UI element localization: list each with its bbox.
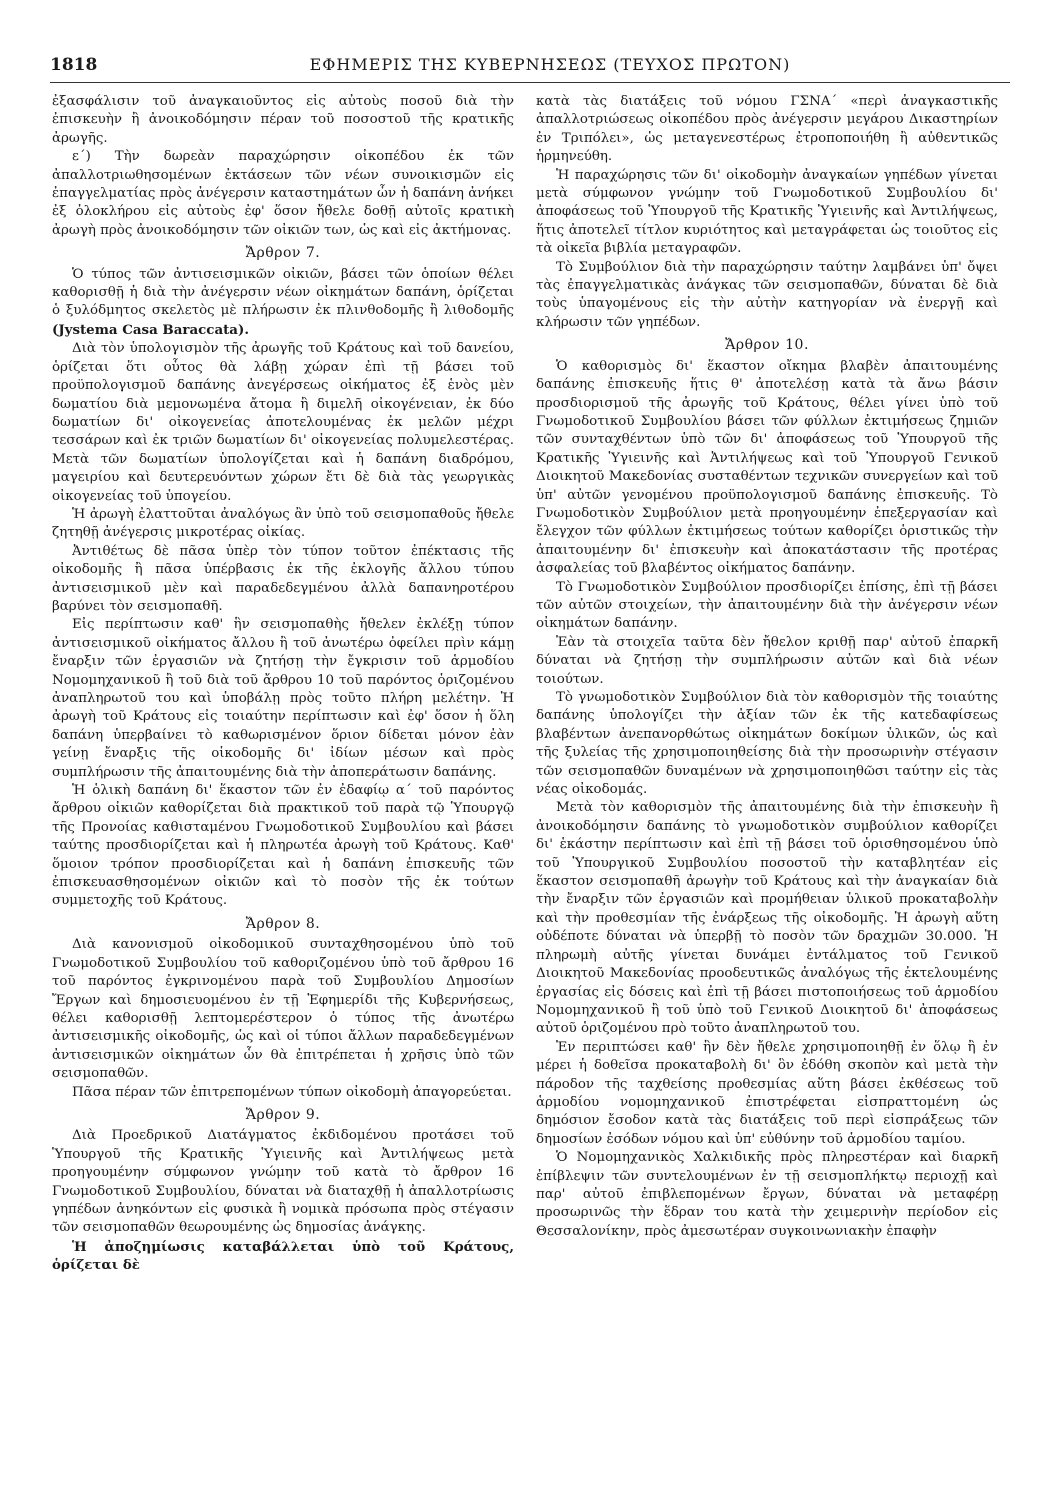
article-heading-10: Ἄρθρον 10. [725, 337, 809, 354]
paragraph: Εἰς περίπτωσιν καθ' ἣν σεισμοπαθὴς ἤθελεν ἐκλέξῃ τύπον ἀντισεισμικοῦ οἰκήματος ἄλλου ἢ τοῦ ἀνωτέρω ὀφείλει πρὶν κάμῃ ἔναρξιν τῶν ἐργασιῶν νὰ ζητήσῃ τὴν ἔγκρισιν τοῦ ἁρμοδίου Νομομηχανικοῦ ἢ τοῦ διὰ τοῦ ἄρθρου 10 τοῦ παρόντος ὁριζομένου ἀναπληρωτοῦ του καὶ ὑποβάλῃ πρὸς τοῦτο πλήρη μελέτην. Ἡ ἀρωγὴ τοῦ Κράτους εἰς τοιαύτην περίπτωσιν καὶ ἐφ' ὅσον ἡ ὅλη δαπάνη ὑπερβαίνει τὸ καθωρισμένον ὅριον δίδεται μόνον ἐὰν γείνῃ ἔναρξις τῆς οἰκοδομῆς δι' ἰδίων μέσων καὶ πρὸς συμπλήρωσιν τῆς ἀπαιτουμένης διὰ τὴν ἀποπεράτωσιν δαπάνης. [52, 617, 514, 780]
paragraph: Ἡ ὁλικὴ δαπάνη δι' ἕκαστον τῶν ἐν ἐδαφίῳ α΄ τοῦ παρόντος ἄρθρου οἰκιῶν καθορίζεται διὰ πρακτικοῦ τοῦ παρὰ τῷ Ὑπουργῷ τῆς Προνοίας καθισταμένου Γνωμοδοτικοῦ Συμβουλίου καὶ βάσει ταύτης προσδιορίζεται καὶ ἡ πληρωτέα ἀρωγὴ τοῦ Κράτους. Καθ' ὅμοιον τρόπον προσδιορίζεται καὶ ἡ δαπάνη ἐπισκευῆς τῶν ἐπισκευασθησομένων οἰκιῶν καὶ τὸ ποσὸν τῆς ἐκ τούτων συμμετοχῆς τοῦ Κράτους. [52, 783, 514, 909]
paragraph: Πᾶσα πέραν τῶν ἐπιτρεπομένων τύπων οἰκοδομὴ ἀπαγορεύεται. [72, 1084, 512, 1100]
paragraph: Ἡ ἀρωγὴ ἐλαττοῦται ἀναλόγως ἂν ὑπὸ τοῦ σεισμοπαθοῦς ἤθελε ζητηθῇ ἀνέγερσις μικροτέρας οἰκίας. [52, 506, 514, 541]
paragraph: Ἐν περιπτώσει καθ' ἣν δὲν ἤθελε χρησιμοποιηθῇ ἐν ὅλῳ ἢ ἐν μέρει ἡ δοθεῖσα προκαταβολὴ δι' ὃν ἐδόθη σκοπὸν καὶ μετὰ τὴν πάροδον τῆς ταχθείσης προθεσμίας αὕτη βάσει ἐκθέσεως τοῦ ἁρμοδίου νομομηχανικοῦ ἐπιστρέφεται εἰσπραττομένη ὡς δημόσιον ἔσοδον κατὰ τὰς διατάξεις τοῦ περὶ εἰσπράξεως τῶν δημοσίων ἐσόδων νόμου καὶ ὑπ' εὐθύνην τοῦ ἁρμοδίου ταμίου. [536, 1039, 998, 1147]
paragraph: Τὸ γνωμοδοτικὸν Συμβούλιον διὰ τὸν καθορισμὸν τῆς τοιαύτης δαπάνης ὑπολογίζει τὴν ἀξίαν τῶν ἐκ τῆς κατεδαφίσεως βλαβέντων ἀνεπανορθώτως οἰκημάτων δοκίμων ὑλικῶν, ὡς καὶ τῆς ξυλείας τῆς χρησιμοποιηθείσης διὰ τὴν προσωρινὴν στέγασιν τῶν σεισμοπαθῶν δυναμένων νὰ χρησιμοποιηθῶσι ταύτην εἰς τὰς νέας οἰκοδομάς. [536, 690, 998, 798]
running-head-title: ΕΦΗΜΕΡΙΣ ΤΗΣ ΚΥΒΕΡΝΗΣΕΩΣ (ΤΕΥΧΟΣ ΠΡΩΤΟΝ) [309, 55, 791, 74]
paragraph: Ἀντιθέτως δὲ πᾶσα ὑπὲρ τὸν τύπον τοῦτον ἐπέκτασις τῆς οἰκοδομῆς ἢ πᾶσα ὑπέρβασις ἐκ τῆς ἐκλογῆς ἄλλου τύπου ἀντισεισμικοῦ μὲν καὶ παραδεδεγμένου ἀλλὰ δαπανηροτέρου βαρύνει τὸν σεισμοπαθῆ. [52, 543, 514, 614]
left-column [52, 93, 514, 1275]
right-column [536, 93, 998, 1241]
paragraph: Ἡ ἀποζημίωσις καταβάλλεται ὑπὸ τοῦ Κράτους, ὁρίζεται δὲ [52, 1238, 514, 1274]
paragraph: ε΄) Τὴν δωρεὰν παραχώρησιν οἰκοπέδου ἐκ τῶν ἀπαλλοτριωθησομένων ἐκτάσεων τῶν νέων συνοικισμῶν εἰς ἐπαγγελματίας πρὸς ἀνέγερσιν καταστημάτων ὧν ἡ δαπάνη ἀνήκει ἐξ ὁλοκλήρου εἰς αὐτοὺς ἐφ' ὅσον ἤθελε δοθῇ αὐτοῖς κρατικὴ ἀρωγὴ πρὸς ἀνοικοδόμησιν τῶν οἰκιῶν των, ὡς καὶ εἰς ἀκτήμονας. [52, 149, 514, 238]
system-name: (Jystema Casa Baraccata). [52, 321, 249, 338]
paragraph: Ὁ καθορισμὸς δι' ἕκαστον οἴκημα βλαβὲν ἀπαιτουμένης δαπάνης ἐπισκευῆς ἥτις θ' ἀποτελέσῃ κατὰ τὰ ἄνω βάσιν προσδιορισμοῦ τῆς ἀρωγῆς τοῦ Κράτους, θέλει γίνει ὑπὸ τοῦ Γνωμοδοτικοῦ Συμβουλίου βάσει τῶν φύλλων ἐκτιμήσεως ζημιῶν τῶν συνταχθέντων ὑπὸ τῶν δι' ἀποφάσεως τοῦ Ὑπουργοῦ τῆς Κρατικῆς Ὑγιεινῆς καὶ Ἀντιλήψεως καὶ τοῦ Ὑπουργοῦ Γενικοῦ Διοικητοῦ Μακεδονίας συσταθέντων τεχνικῶν συνεργείων καὶ τοῦ ὑπ' αὐτῶν γενομένου προϋπολογισμοῦ δαπάνης ἐπισκευῆς. Τὸ Γνωμοδοτικὸν Συμβούλιον μετὰ προηγουμένην ἐπεξεργασίαν καὶ ἔλεγχον τῶν φύλλων ἐκτιμήσεως τούτων καθορίζει ὁριστικῶς τὴν ἀπαιτουμένην δι' ἐπισκευὴν καὶ ἀποκατάστασιν τῆς προτέρας ἀσφαλείας τοῦ βλαβέντος οἰκήματος δαπάνην. [536, 358, 998, 577]
page-number: 1818 [50, 55, 98, 75]
paragraph: Διὰ κανονισμοῦ οἰκοδομικοῦ συνταχθησομένου ὑπὸ τοῦ Γνωμοδοτικοῦ Συμβουλίου τοῦ καθοριζομένου ὑπὸ τοῦ ἄρθρου 16 τοῦ παρόντος ἐγκρινομένου παρὰ τοῦ Συμβουλίου Δημοσίων Ἔργων καὶ δημοσιευομένου ἐν τῇ Ἐφημερίδι τῆς Κυβερνήσεως, θέλει καθορισθῇ λεπτομερέστερον ὁ τύπος τῆς ἀνωτέρω ἀντισεισμικῆς οἰκοδομῆς, ὡς καὶ οἱ τύποι ἄλλων παραδεδεγμένων ἀντισεισμικῶν οἰκημάτων ὧν θὰ ἐπιτρέπεται ἡ χρῆσις ὑπὸ τῶν σεισμοπαθῶν. [52, 937, 514, 1082]
paragraph: Ἡ παραχώρησις τῶν δι' οἰκοδομὴν ἀναγκαίων γηπέδων γίνεται μετὰ σύμφωνον γνώμην τοῦ Γνωμοδοτικοῦ Συμβουλίου δι' ἀποφάσεως τοῦ Ὑπουργοῦ τῆς Κρατικῆς Ὑγιεινῆς καὶ Ἀντιλήψεως, ἥτις ἀποτελεῖ τίτλον κυριότητος καὶ μεταγράφεται ὡς τοιοῦτος εἰς τὰ οἰκεῖα βιβλία μεταγραφῶν. [536, 167, 998, 257]
paragraph: Ὁ Νομομηχανικὸς Χαλκιδικῆς πρὸς πληρεστέραν καὶ διαρκῆ ἐπίβλεψιν τῶν συντελουμένων ἐν τῇ σεισμοπλήκτῳ περιοχῇ καὶ παρ' αὐτοῦ ἐπιβλεπομένων ἔργων, δύναται νὰ μεταφέρῃ προσωρινῶς τὴν ἕδραν του κατὰ τὴν χειμερινὴν περίοδον εἰς Θεσσαλονίκην, πρὸς ἀμεσωτέραν συγκοινωνιακὴν ἐπαφὴν [536, 1150, 998, 1239]
paragraph: κατὰ τὰς διατάξεις τοῦ νόμου ΓΣΝΑ΄ «περὶ ἀναγκαστικῆς ἀπαλλοτριώσεως οἰκοπέδου πρὸς ἀνέγερσιν μεγάρου Δικαστηρίων ἐν Τριπόλει», ὡς μεταγενεστέρως ἐτροποποιήθη ἢ αὐθεντικῶς ἡρμηνεύθη. [536, 94, 998, 165]
article-heading-9: Ἄρθρον 9. [245, 1106, 321, 1123]
paragraph [52, 266, 514, 341]
paragraph: Διὰ Προεδρικοῦ Διατάγματος ἐκδιδομένου προτάσει τοῦ Ὑπουργοῦ τῆς Κρατικῆς Ὑγιεινῆς καὶ Ἀντιλήψεως μετὰ προηγουμένην σύμφωνον γνώμην τοῦ κατὰ τὸ ἄρθρον 16 Γνωμοδοτικοῦ Συμβουλίου, δύναται νὰ διαταχθῇ ἡ ἀπαλλοτρίωσις γηπέδων ἀνηκόντων εἰς φυσικὰ ἢ νομικὰ πρόσωπα πρὸς στέγασιν τῶν σεισμοπαθῶν θεωρουμένης ὡς δημοσίας ἀνάγκης. [52, 1128, 514, 1236]
paragraph: Μετὰ τὸν καθορισμὸν τῆς ἀπαιτουμένης διὰ τὴν ἐπισκευὴν ἢ ἀνοικοδόμησιν δαπάνης τὸ γνωμοδοτικὸν συμβούλιον καθορίζει δι' ἑκάστην περίπτωσιν καὶ ἐπὶ τῇ βάσει τοῦ ὁρισθησομένου ὑπὸ τοῦ Ὑπουργικοῦ Συμβουλίου ποσοστοῦ τὴν καταβλητέαν εἰς ἕκαστον σεισμοπαθῆ ἀρωγὴν τοῦ Κράτους καὶ τὴν ἀναγκαίαν διὰ τὴν ἔναρξιν τῶν ἐργασιῶν καὶ προμήθειαν ὑλικοῦ προκαταβολὴν καὶ τὴν προθεσμίαν τῆς ἐνάρξεως τῆς οἰκοδομῆς. Ἡ ἀρωγὴ αὕτη οὐδέποτε δύναται νὰ ὑπερβῇ τὸ ποσὸν τῶν δραχμῶν 30.000. Ἡ πληρωμὴ αὐτῆς γίνεται δυνάμει ἐντάλματος τοῦ Γενικοῦ Διοικητοῦ Μακεδονίας προοδευτικῶς ἀναλόγως τῆς ἐκτελουμένης ἐργασίας εἰς δόσεις καὶ ἐπὶ τῇ βάσει πιστοποιήσεως τοῦ ἁρμοδίου Νομομηχανικοῦ ἢ τοῦ ὑπὸ τοῦ Γενικοῦ Διοικητοῦ δι' ἀποφάσεως αὐτοῦ ὁριζομένου πρὸ τοῦτο ἀναπληρωτοῦ του. [536, 800, 998, 1037]
paragraph-text: Ὁ τύπος τῶν ἀντισεισμικῶν οἰκιῶν, βάσει τῶν ὁποίων θέλει καθορισθῇ ἡ διὰ τὴν ἀνέγερσιν νέων οἰκημάτων δαπάνη, ὁρίζεται ὁ ξυλόδμητος σκελετὸς μὲ πλήρωσιν ἐκ πλινθοδομῆς ἢ λιθοδομῆς [52, 266, 514, 319]
article-heading-8: Ἄρθρον 8. [245, 915, 321, 932]
paragraph: Διὰ τὸν ὑπολογισμὸν τῆς ἀρωγῆς τοῦ Κράτους καὶ τοῦ δανείου, ὁρίζεται ὅτι οὗτος θὰ λάβῃ χώραν ἐπὶ τῇ βάσει τοῦ προϋπολογισμοῦ δαπάνης ἀνεγέρσεως οἰκήματος ἐξ ἑνὸς μὲν δωματίου διὰ μεμονωμένα ἄτομα ἢ διμελῆ οἰκογένειαν, ἐκ δύο δωματίων δι' οἰκογενείας ἀποτελουμένας ἐκ μελῶν μέχρι τεσσάρων καὶ ἐκ τριῶν δωματίων δι' οἰκογενείας πολυμελεστέρας. Μετὰ τῶν δωματίων ὑπολογίζεται καὶ ἡ δαπάνη διαδρόμου, μαγειρίου καὶ δευτερευόντων χώρων ἔτι δὲ διὰ τὰς γεωργικὰς οἰκογενείας τοῦ ὑπογείου. [52, 341, 514, 504]
page-header [50, 55, 1010, 85]
paragraph: Τὸ Γνωμοδοτικὸν Συμβούλιον προσδιορίζει ἐπίσης, ἐπὶ τῇ βάσει τῶν αὐτῶν στοιχείων, τὴν ἀπαιτουμένην διὰ τὴν ἀνέγερσιν νέων οἰκημάτων δαπάνην. [536, 579, 998, 632]
paragraph: ἐξασφάλισιν τοῦ ἀναγκαιοῦντος εἰς αὐτοὺς ποσοῦ διὰ τὴν ἐπισκευὴν ἢ ἀνοικοδόμησιν πέραν τοῦ ποσοστοῦ τῆς κρατικῆς ἀρωγῆς. [52, 94, 514, 146]
paragraph: Ἐὰν τὰ στοιχεῖα ταῦτα δὲν ἤθελον κριθῇ παρ' αὐτοῦ ἐπαρκῆ δύναται νὰ ζητήσῃ τὴν συμπλήρωσιν αὐτῶν καὶ διὰ νέων τοιούτων. [536, 634, 998, 687]
header-rule [50, 82, 1010, 83]
article-heading-7: Ἄρθρον 7. [245, 245, 321, 262]
paragraph: Τὸ Συμβούλιον διὰ τὴν παραχώρησιν ταύτην λαμβάνει ὑπ' ὄψει τὰς ἐπαγγελματικὰς ἀνάγκας τῶν σεισμοπαθῶν, δύναται δὲ διὰ τοὺς ὑπαγομένους εἰς τὴν αὐτὴν κατηγορίαν νὰ ἐνεργῇ καὶ κλήρωσιν τῶν γηπέδων. [536, 259, 998, 330]
